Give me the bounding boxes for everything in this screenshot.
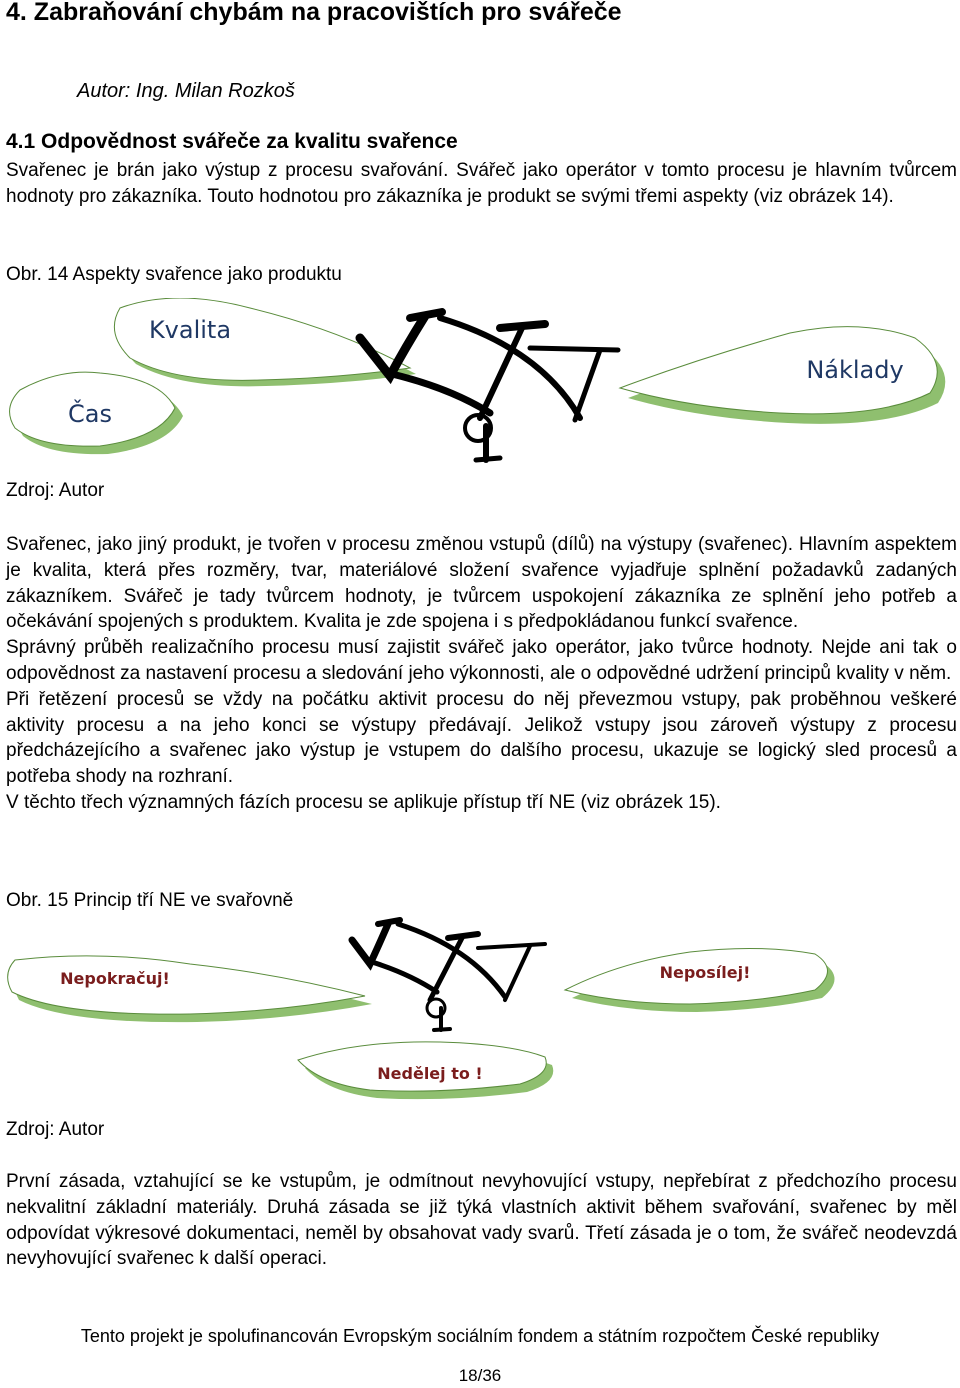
- time-label: Čas: [68, 400, 112, 428]
- bicycle-frame-icon: [360, 312, 618, 460]
- figure14-caption: Obr. 14 Aspekty svařence jako produktu: [6, 264, 342, 285]
- section-title: 4.1 Odpovědnost svářeče za kvalitu svařence: [6, 130, 458, 153]
- body-paragraph: Při řetězení procesů se vždy na počátku aktivit procesu do něj převezmou vstupy, pak proběhnou veškeré aktivity procesu a na jeho konci se výstupy předávají. Jelikož vstupy jsou zároveň výstupy z procesu předcházejícího a svařenec jako výstup je vstupem do dalšího procesu, ukazuje se logický sled procesů a potřeba shody na rozhraní.: [6, 688, 957, 788]
- dont-continue-label: Nepokračuj!: [60, 969, 170, 988]
- closing-text: První zásada, vztahující se ke vstupům, je odmítnout nevyhovující vstupy, nepřebírat z předchozího procesu nekvalitní základní materiály. Druhá zásada se již týká vlastních aktivit během svařování, svařenec by měl odpovídat výkresové dokumentaci, neměl by obsahovat vady svarů. Třetí zásada je o tom, že svářeč neodevzdá nevyhovující svařenec k další operaci.: [6, 1171, 957, 1270]
- closing-paragraph: [6, 1169, 957, 1272]
- dont-continue-bubble: [8, 956, 372, 1022]
- figure14-diagram: [0, 298, 960, 473]
- time-bubble: [10, 372, 183, 454]
- page-heading: 4. Zabraňování chybám na pracovištích pro svářeče: [6, 0, 622, 26]
- body-paragraph: Svařenec, jako jiný produkt, je tvořen v procesu změnou vstupů (dílů) na výstupy (svařenec). Hlavním aspektem je kvalita, která přes rozměry, tvar, materiálové složení svařence vyjadřuje splnění požadavků zadaných zákazníkem. Svářeč je tady tvůrcem hodnoty, je tvůrcem uspokojení zákazníka ze splnění jeho potřeb a očekávání spojených s produktem. Kvalita je zde spojena i s předpokládanou funkcí svařence.: [6, 534, 957, 633]
- author-line: Autor: Ing. Milan Rozkoš: [77, 80, 295, 102]
- figure15-diagram: [0, 912, 960, 1102]
- funding-footer: Tento projekt je spolufinancován Evropským sociálním fondem a státním rozpočtem České republiky: [80, 1326, 880, 1346]
- page-number: 18/36: [458, 1366, 502, 1385]
- dont-do-label: Nedělej to !: [377, 1064, 483, 1083]
- quality-label: Kvalita: [148, 316, 232, 344]
- dont-send-bubble: [565, 948, 835, 1012]
- body-paragraph: Správný průběh realizačního procesu musí zajistit svářeč jako operátor, jako tvůrce hodnoty. Nejde ani tak o odpovědnost za nastavení procesu a sledování jeho výkonnosti, ale o odpovědné udržení principů kvality v něm.: [6, 637, 957, 684]
- costs-label: Náklady: [806, 356, 904, 384]
- dont-send-label: Neposílej!: [659, 963, 751, 982]
- body-paragraph: V těchto třech významných fázích procesu se aplikuje přístup tří NE (viz obrázek 15).: [6, 791, 721, 813]
- body-paragraphs: [6, 532, 957, 816]
- dont-do-bubble: [298, 1042, 553, 1099]
- bicycle-frame-icon: [352, 920, 545, 1030]
- quality-bubble: [114, 298, 416, 386]
- figure15-source: Zdroj: Autor: [6, 1119, 105, 1140]
- intro-text: Svařenec je brán jako výstup z procesu svařování. Svářeč jako operátor v tomto procesu je hlavním tvůrcem hodnoty pro zákazníka. Touto hodnotou pro zákazníka je produkt se svými třemi aspekty (viz obrázek 14).: [6, 160, 957, 207]
- figure14-source: Zdroj: Autor: [6, 480, 105, 501]
- costs-bubble: [620, 327, 945, 424]
- intro-paragraph: [6, 158, 957, 210]
- figure15-caption: Obr. 15 Princip tří NE ve svařovně: [6, 890, 294, 911]
